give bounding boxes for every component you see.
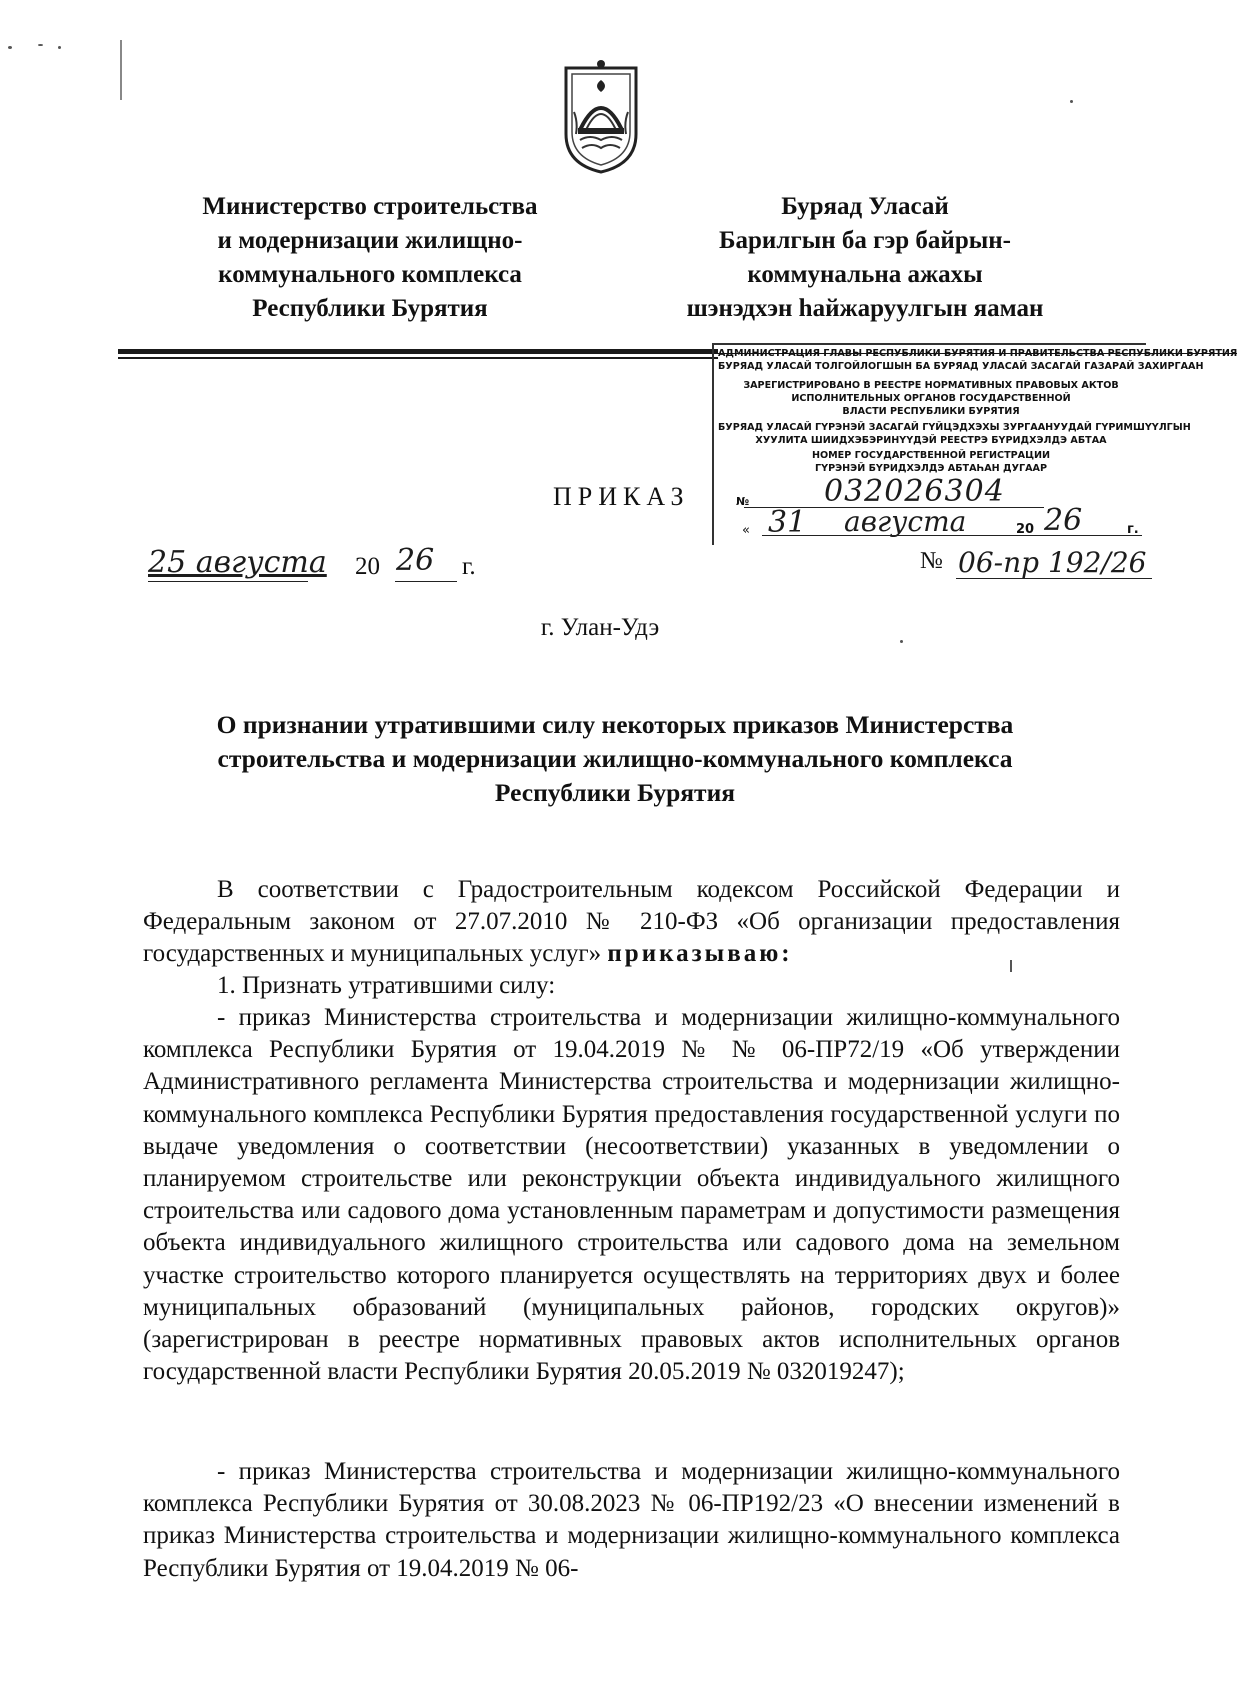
- stamp-line: НОМЕР ГОСУДАРСТВЕННОЙ РЕГИСТРАЦИИ: [811, 450, 1051, 461]
- ministry-name-russian: [150, 190, 590, 326]
- order-year-prefix: 20: [355, 553, 380, 580]
- order-number: 06-пр 192/26: [958, 546, 1147, 579]
- stamp-year: 26: [1044, 503, 1083, 538]
- document-title: О признании утратившими силу некоторых приказов Министерства строительства и модернизации жилищно-коммунального комплекса Республики Бурятия: [216, 710, 1014, 807]
- scan-speck: [1070, 100, 1073, 103]
- org-right-line: шэнэдхэн һайжаруулгын яаман: [686, 295, 1044, 322]
- body-paragraph-order-2019: - приказ Министерства строительства и модернизации жилищно-коммунального комплекса Республики Бурятия от 19.04.2019 № № 06-ПР72/19 «Об утверждении Административного регламента Министерства строительства и модернизации жилищно-коммунального комплекса Республики Бурятия предоставления государственной услуги по выдаче уведомления о соответствии (несоответствии) указанных в уведомлении о планируемом строительстве или реконструкции объекта индивидуального жилищного строительства или садового дома установленным параметрам и допустимости размещения объекта индивидуального жилищного строительства или садового дома на земельном участке строительство которого планируется осуществлять на территориях двух и более муниципальных образований (муниципальных районов, городских округов)» (зарегистрирован в реестре нормативных правовых актов исполнительных органов государственной власти Республики Бурятия 20.05.2019 № 032019247);: [143, 1004, 1120, 1386]
- stamp-line: ГҮРЭНЭЙ БҮРИДХЭЛДЭ АБТАҺАН ДУГААР: [815, 463, 1047, 474]
- header-rule-thin: [118, 357, 718, 359]
- stamp-year-suffix: г.: [1127, 522, 1139, 537]
- stamp-line: БУРЯАД УЛАСАЙ ГҮРЭНЭЙ ЗАСАГАЙ ГҮЙЦЭДХЭХЫ ЗУРГААНУУДАЙ ГҮРИМШҮҮЛГЫН: [718, 422, 1191, 433]
- order-number-label: №: [920, 548, 943, 574]
- org-left-line: коммунального комплекса: [218, 261, 522, 288]
- stamp-line: АДМИНИСТРАЦИЯ ГЛАВЫ РЕСПУБЛИКИ БУРЯТИЯ И ПРАВИТЕЛЬСТВА РЕСПУБЛИКИ БУРЯТИЯ: [718, 348, 1237, 359]
- registration-stamp: [712, 343, 1237, 545]
- scan-speck: [38, 44, 43, 46]
- org-right-line: коммунальна ажахы: [747, 261, 983, 288]
- org-left-line: Республики Бурятия: [252, 295, 488, 322]
- stamp-line: ХУУЛИТА ШИИДХЭБЭРИНҮҮДЭЙ РЕЕСТРЭ БҮРИДХЭЛДЭ АБТАА: [755, 435, 1107, 446]
- org-right-line: Буряад Уласай: [781, 193, 949, 220]
- order-year-underline: [395, 581, 457, 582]
- order-date-day-month: 25 августа: [148, 545, 327, 580]
- scan-speck: [1010, 960, 1012, 972]
- document-type-title: ПРИКАЗ: [553, 482, 690, 511]
- org-left-line: Министерство строительства: [202, 193, 538, 220]
- stamp-date-month: августа: [844, 505, 967, 538]
- stamp-date-quote: «: [742, 523, 750, 538]
- stamp-line: БУРЯАД УЛАСАЙ ТОЛГОЙЛОГШЫН БА БУРЯАД УЛАСАЙ ЗАСАГАЙ ГАЗАРАЙ ЗАХИРГААН: [718, 361, 1204, 372]
- stamp-number-label: №: [736, 495, 750, 508]
- org-left-line: и модернизации жилищно-: [217, 227, 523, 254]
- stamp-year-prefix: 20: [1016, 522, 1035, 537]
- order-year: 26: [396, 543, 435, 578]
- scan-speck: [58, 46, 61, 49]
- order-number-underline: [956, 578, 1152, 579]
- order-year-suffix: г.: [462, 553, 476, 580]
- stamp-line: ВЛАСТИ РЕСПУБЛИКИ БУРЯТИЯ: [842, 406, 1020, 417]
- stamp-line: ИСПОЛНИТЕЛЬНЫХ ОРГАНОВ ГОСУДАРСТВЕННОЙ: [791, 393, 1071, 404]
- scan-edge-mark: [120, 40, 122, 100]
- ministry-name-buryat: [640, 190, 1090, 326]
- preamble-text: В соответствии с Градостроительным кодексом Российской Федерации и Федеральным законом от 27.07.2010 № 210-ФЗ «Об организации предоставления государственных и муниципальных услуг»: [143, 876, 1120, 968]
- body-paragraph-order-2023: - приказ Министерства строительства и модернизации жилищно-коммунального комплекса Республики Бурятия от 30.08.2023 № 06-ПР192/23 «О внесении изменений в приказ Министерства строительства и модернизации жилищно-коммунального комплекса Республики Бурятия от 19.04.2019 № 06-: [143, 1458, 1120, 1582]
- stamp-date-underline: [762, 535, 1142, 536]
- body-paragraph-preamble: [143, 874, 1120, 971]
- body-paragraph-item-1: 1. Признать утратившими силу:: [217, 972, 556, 999]
- order-date-underline: [148, 581, 308, 582]
- city-name: г. Улан-Удэ: [540, 614, 660, 641]
- scan-speck: [8, 46, 12, 49]
- org-right-line: Барилгын ба гэр байрын-: [718, 227, 1011, 254]
- stamp-registration-number: 032026304: [824, 474, 1005, 509]
- preamble-order-word: приказываю:: [607, 940, 793, 968]
- stamp-date-day: 31: [768, 505, 807, 540]
- stamp-line: ЗАРЕГИСТРИРОВАНО В РЕЕСТРЕ НОРМАТИВНЫХ ПРАВОВЫХ АКТОВ: [743, 380, 1119, 391]
- header-rule-thick: [118, 349, 718, 354]
- coat-of-arms-emblem: [560, 56, 642, 174]
- scan-speck: [900, 640, 903, 643]
